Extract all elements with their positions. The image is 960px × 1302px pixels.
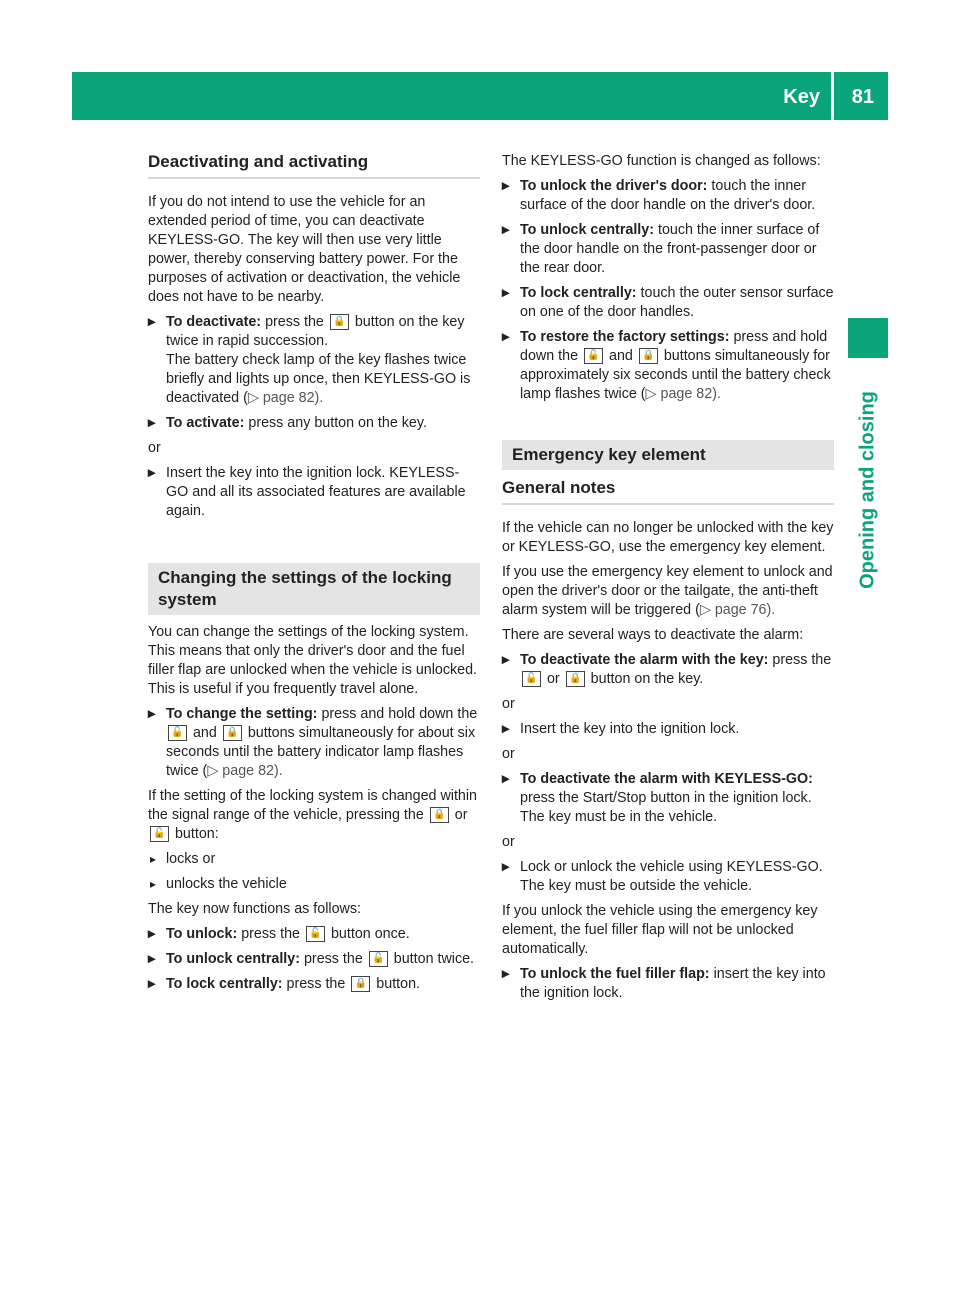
paragraph-text: or <box>454 807 468 823</box>
side-tab-label: Opening and closing <box>856 391 879 589</box>
lock-icon: 🔒 <box>351 976 370 992</box>
step-text: touch the inner surface of the door handle on the front-passenger door or the rear door. <box>520 222 820 276</box>
arrow-icon: ▷ <box>247 390 259 406</box>
step-insert-key-ignition <box>502 720 834 739</box>
step-text: or <box>546 671 560 687</box>
or-text: or <box>148 440 161 456</box>
arrow-icon: ▷ <box>699 602 711 618</box>
step-label: To unlock centrally: <box>520 222 654 238</box>
step-activate <box>148 414 480 433</box>
step-text: press and hold down the <box>321 706 478 722</box>
step-label: To lock centrally: <box>166 976 283 992</box>
step-label: To unlock: <box>166 926 238 942</box>
step-label: To lock centrally: <box>520 285 637 301</box>
paragraph-general-2 <box>502 563 834 620</box>
right-column <box>502 152 834 1009</box>
step-text: touch the inner surface of the door handle on the driver's door. <box>520 178 816 213</box>
step-text: button on the key. <box>590 671 704 687</box>
step-unlock-centrally-kg <box>502 221 834 278</box>
unlock-icon: 🔓 <box>306 926 325 942</box>
step-label: To change the setting: <box>166 706 318 722</box>
or-text: or <box>502 834 515 850</box>
or-text: or <box>502 746 515 762</box>
step-label: To deactivate the alarm with the key: <box>520 652 769 668</box>
paragraph-fuel-note: If you unlock the vehicle using the emergency key element, the fuel filler flap will not be unlocked automatically. <box>502 903 818 957</box>
unlock-icon: 🔓 <box>150 826 169 842</box>
paragraph-functions: The key now functions as follows: <box>148 901 361 917</box>
paragraph-general-1: If the vehicle can no longer be unlocked with the key or KEYLESS-GO, use the emergency key element. <box>502 520 834 555</box>
step-deactivate-alarm-keyless-go <box>502 770 834 827</box>
lock-icon: 🔒 <box>430 807 449 823</box>
paragraph-text: button: <box>174 826 219 842</box>
step-text: press the <box>286 976 346 992</box>
step-text: press and hold down the <box>520 329 828 364</box>
paragraph-deactivating-intro: If you do not intend to use the vehicle for an extended period of time, you can deactivate KEYLESS-GO. The key will then use very little power, thereby conserving battery power. For the purposes of activation or deactivation, the vehicle does not have to be nearby. <box>148 194 461 305</box>
step-text: press the Start/Stop button in the ignition lock. The key must be in the vehicle. <box>520 790 812 825</box>
lock-icon: 🔒 <box>223 725 242 741</box>
lock-icon: 🔒 <box>639 348 658 364</box>
unlock-icon: 🔓 <box>522 671 541 687</box>
step-restore-factory <box>502 328 834 404</box>
page-reference[interactable]: page 76). <box>714 602 776 618</box>
page-reference[interactable]: page 82). <box>262 390 324 406</box>
header-bar <box>72 72 888 120</box>
bullet-unlocks: ▸ unlocks the vehicle <box>148 875 480 894</box>
page-reference[interactable]: page 82). <box>660 386 721 402</box>
step-lock-centrally <box>148 975 480 994</box>
paragraph-text: If you use the emergency key element to unlock and open the driver's door or the tailgate, the anti-theft alarm system will be triggered ( <box>502 564 833 618</box>
step-unlock-fuel-flap <box>502 965 834 1003</box>
step-text: insert the key into the ignition lock. <box>520 966 826 1001</box>
step-deactivate-alarm-key <box>502 651 834 689</box>
step-text: Lock or unlock the vehicle using KEYLESS-GO. The key must be outside the vehicle. <box>520 859 823 894</box>
step-text: button twice. <box>393 951 475 967</box>
step-label: To deactivate the alarm with KEYLESS-GO: <box>520 771 813 787</box>
step-change-setting <box>148 705 480 781</box>
paragraph-several-ways: There are several ways to deactivate the alarm: <box>502 627 804 643</box>
step-text: and <box>609 348 633 364</box>
step-text: buttons simultaneously for approximately six seconds until the battery check lamp flashes twice ( <box>520 348 831 402</box>
lock-icon: 🔒 <box>330 314 349 330</box>
step-text: buttons simultaneously for about six seconds until the battery indicator lamp flashes twice ( <box>166 725 476 779</box>
heading-general-notes: General notes <box>502 478 834 505</box>
step-text: button once. <box>330 926 410 942</box>
step-lock-unlock-keyless-go <box>502 858 834 896</box>
step-text: press the <box>303 951 363 967</box>
paragraph-text: If the setting of the locking system is changed within the signal range of the vehicle, pressing the <box>148 788 478 823</box>
page-title: Key <box>783 86 820 108</box>
step-text: Insert the key into the ignition lock. KEYLESS-GO and all its associated features are available again. <box>166 465 466 519</box>
step-text: button. <box>376 976 421 992</box>
step-text: touch the outer sensor surface on one of the door handles. <box>520 285 834 320</box>
side-tab-marker <box>848 318 888 358</box>
paragraph-function-changed: The KEYLESS-GO function is changed as follows: <box>502 153 821 169</box>
step-text: and <box>192 725 217 741</box>
step-deactivate <box>148 313 480 408</box>
step-label: To restore the factory settings: <box>520 329 730 345</box>
step-unlock-driver-door <box>502 177 834 215</box>
heading-changing-settings: Changing the settings of the locking system <box>148 563 480 615</box>
page-reference[interactable]: page 82). <box>222 763 283 779</box>
step-text: The battery check lamp of the key flashes twice briefly and lights up once, then KEYLESS-GO is deactivated ( <box>166 352 471 406</box>
step-label: To deactivate: <box>166 314 262 330</box>
arrow-icon: ▷ <box>645 386 657 402</box>
step-lock-centrally-kg <box>502 284 834 322</box>
step-text: press the <box>772 652 832 668</box>
step-insert-key <box>148 464 480 521</box>
page-number: 81 <box>851 86 874 108</box>
step-text: press the <box>265 314 324 330</box>
unlock-icon: 🔓 <box>369 951 388 967</box>
step-text: press the <box>241 926 301 942</box>
bullet-locks: ▸ locks or <box>148 850 480 869</box>
step-label: To unlock the fuel filler flap: <box>520 966 710 982</box>
or-text: or <box>502 696 515 712</box>
step-text: press any button on the key. <box>248 415 427 431</box>
heading-deactivating: Deactivating and activating <box>148 152 480 179</box>
step-text: Insert the key into the ignition lock. <box>520 721 740 737</box>
step-label: To activate: <box>166 415 245 431</box>
unlock-icon: 🔓 <box>584 348 603 364</box>
heading-emergency-key: Emergency key element <box>502 440 834 470</box>
header-divider <box>831 72 834 120</box>
lock-icon: 🔒 <box>566 671 585 687</box>
arrow-icon: ▷ <box>207 763 219 779</box>
paragraph-changing-intro: You can change the settings of the locking system. This means that only the driver's door and the fuel filler flap are unlocked when the vehicle is unlocked. This is useful if you frequently travel alone. <box>148 624 478 697</box>
step-text: button on the key twice in rapid succession. <box>166 314 465 349</box>
left-column <box>148 152 480 1000</box>
step-label: To unlock the driver's door: <box>520 178 708 194</box>
step-label: To unlock centrally: <box>166 951 300 967</box>
step-unlock-centrally <box>148 950 480 969</box>
step-unlock <box>148 925 480 944</box>
paragraph-if-changed <box>148 787 480 844</box>
unlock-icon: 🔓 <box>168 725 187 741</box>
